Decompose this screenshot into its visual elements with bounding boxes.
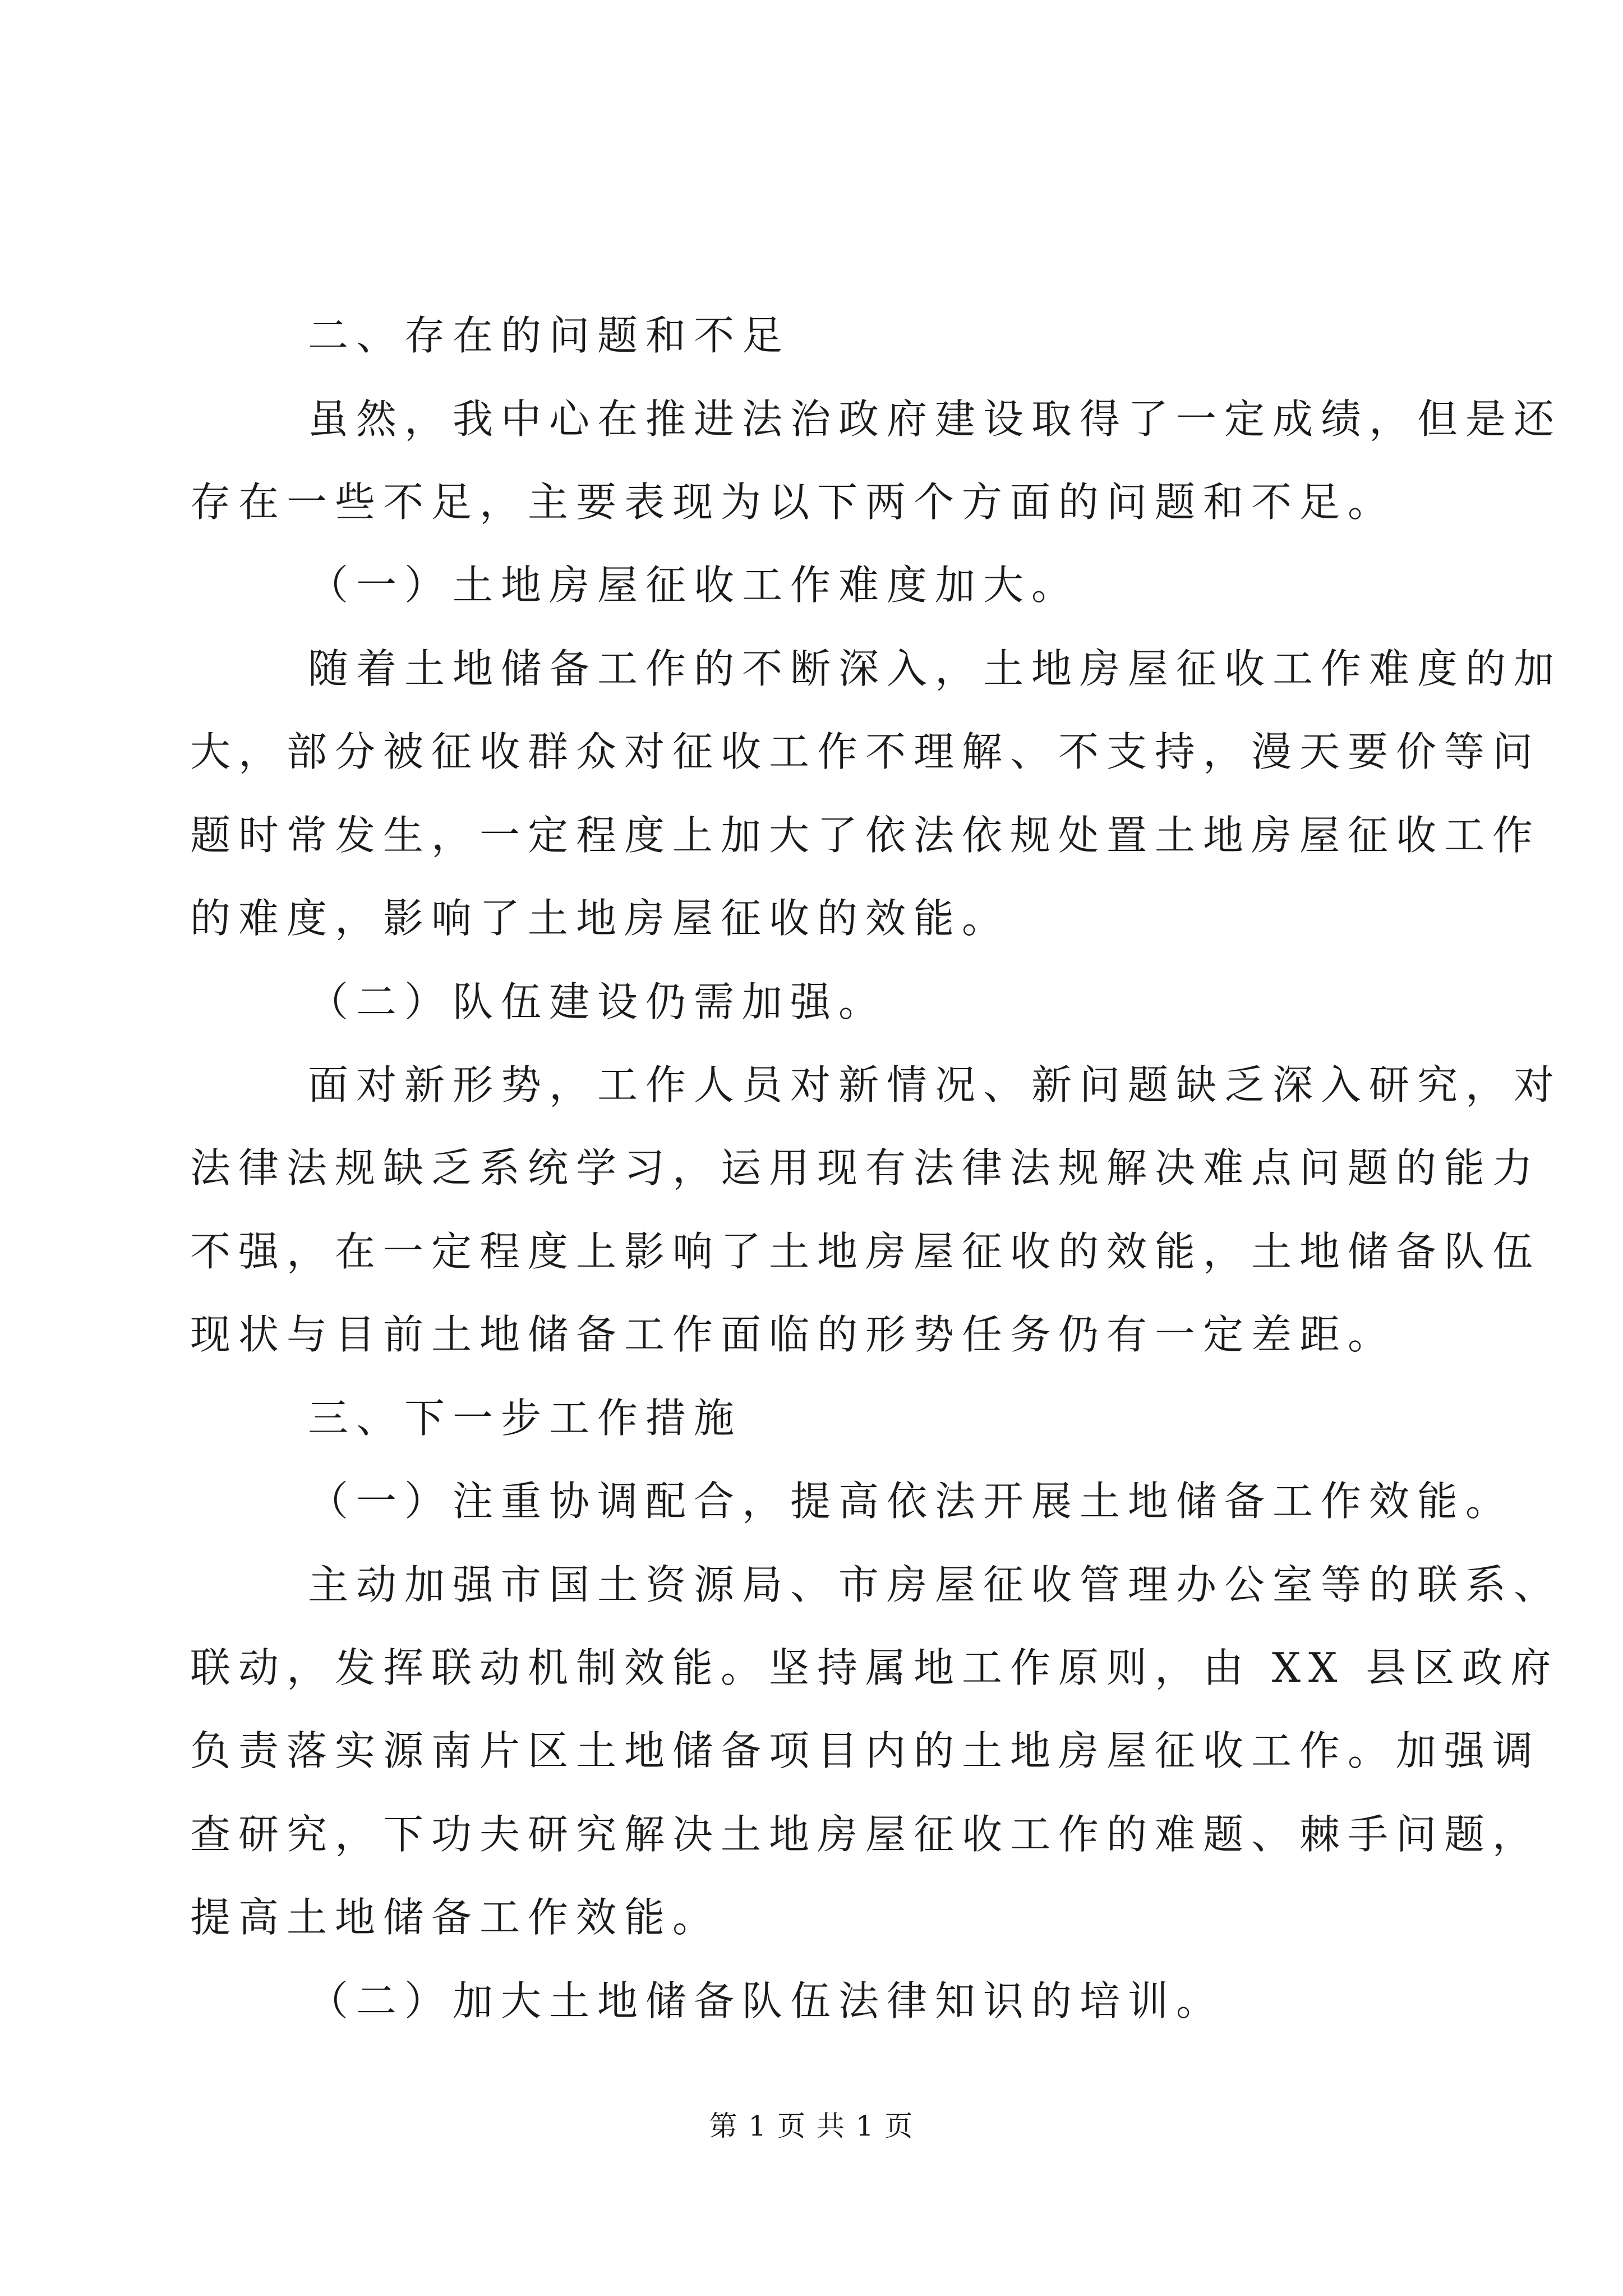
paragraph-line: 随着土地储备工作的不断深入，土地房屋征收工作难度的加 [308,645,1562,692]
paragraph-line: 负责落实源南片区土地储备项目内的土地房屋征收工作。加强调 [190,1727,1541,1774]
paragraph-line: 面对新形势，工作人员对新情况、新问题缺乏深入研究，对 [308,1061,1562,1108]
paragraph-line: 查研究，下功夫研究解决土地房屋征收工作的难题、棘手问题， [190,1811,1541,1858]
paragraph-line: 大，部分被征收群众对征收工作不理解、不支持，漫天要价等问 [190,728,1541,775]
subheading-one: （一）注重协调配合，提高依法开展土地储备工作效能。 [308,1478,1514,1525]
section-heading-problems: 二、存在的问题和不足 [308,312,791,359]
subheading-two: （二）加大土地储备队伍法律知识的培训。 [308,1977,1225,2024]
page-number-footer: 第 1 页 共 1 页 [709,2110,914,2142]
subheading-one: （一）土地房屋征收工作难度加大。 [308,562,1080,609]
section-heading-next-steps: 三、下一步工作措施 [308,1395,743,1442]
paragraph-line: 虽然，我中心在推进法治政府建设取得了一定成绩，但是还 [308,395,1562,443]
paragraph-line: 主动加强市国土资源局、市房屋征收管理办公室等的联系、 [308,1561,1562,1608]
paragraph-line: 的难度，影响了土地房屋征收的效能。 [190,895,1011,942]
paragraph-line: 存在一些不足，主要表现为以下两个方面的问题和不足。 [190,478,1396,526]
paragraph-line: 联动，发挥联动机制效能。坚持属地工作原则，由 XX 县区政府 [190,1644,1559,1691]
paragraph-line: 不强，在一定程度上影响了土地房屋征收的效能，土地储备队伍 [190,1228,1541,1275]
subheading-two: （二）队伍建设仍需加强。 [308,978,887,1025]
paragraph-line: 法律法规缺乏系统学习，运用现有法律法规解决难点问题的能力 [190,1144,1541,1191]
paragraph-line: 现状与目前土地储备工作面临的形势任务仍有一定差距。 [190,1311,1396,1358]
paragraph-line: 提高土地储备工作效能。 [190,1894,721,1941]
paragraph-line: 题时常发生，一定程度上加大了依法依规处置土地房屋征收工作 [190,812,1541,859]
